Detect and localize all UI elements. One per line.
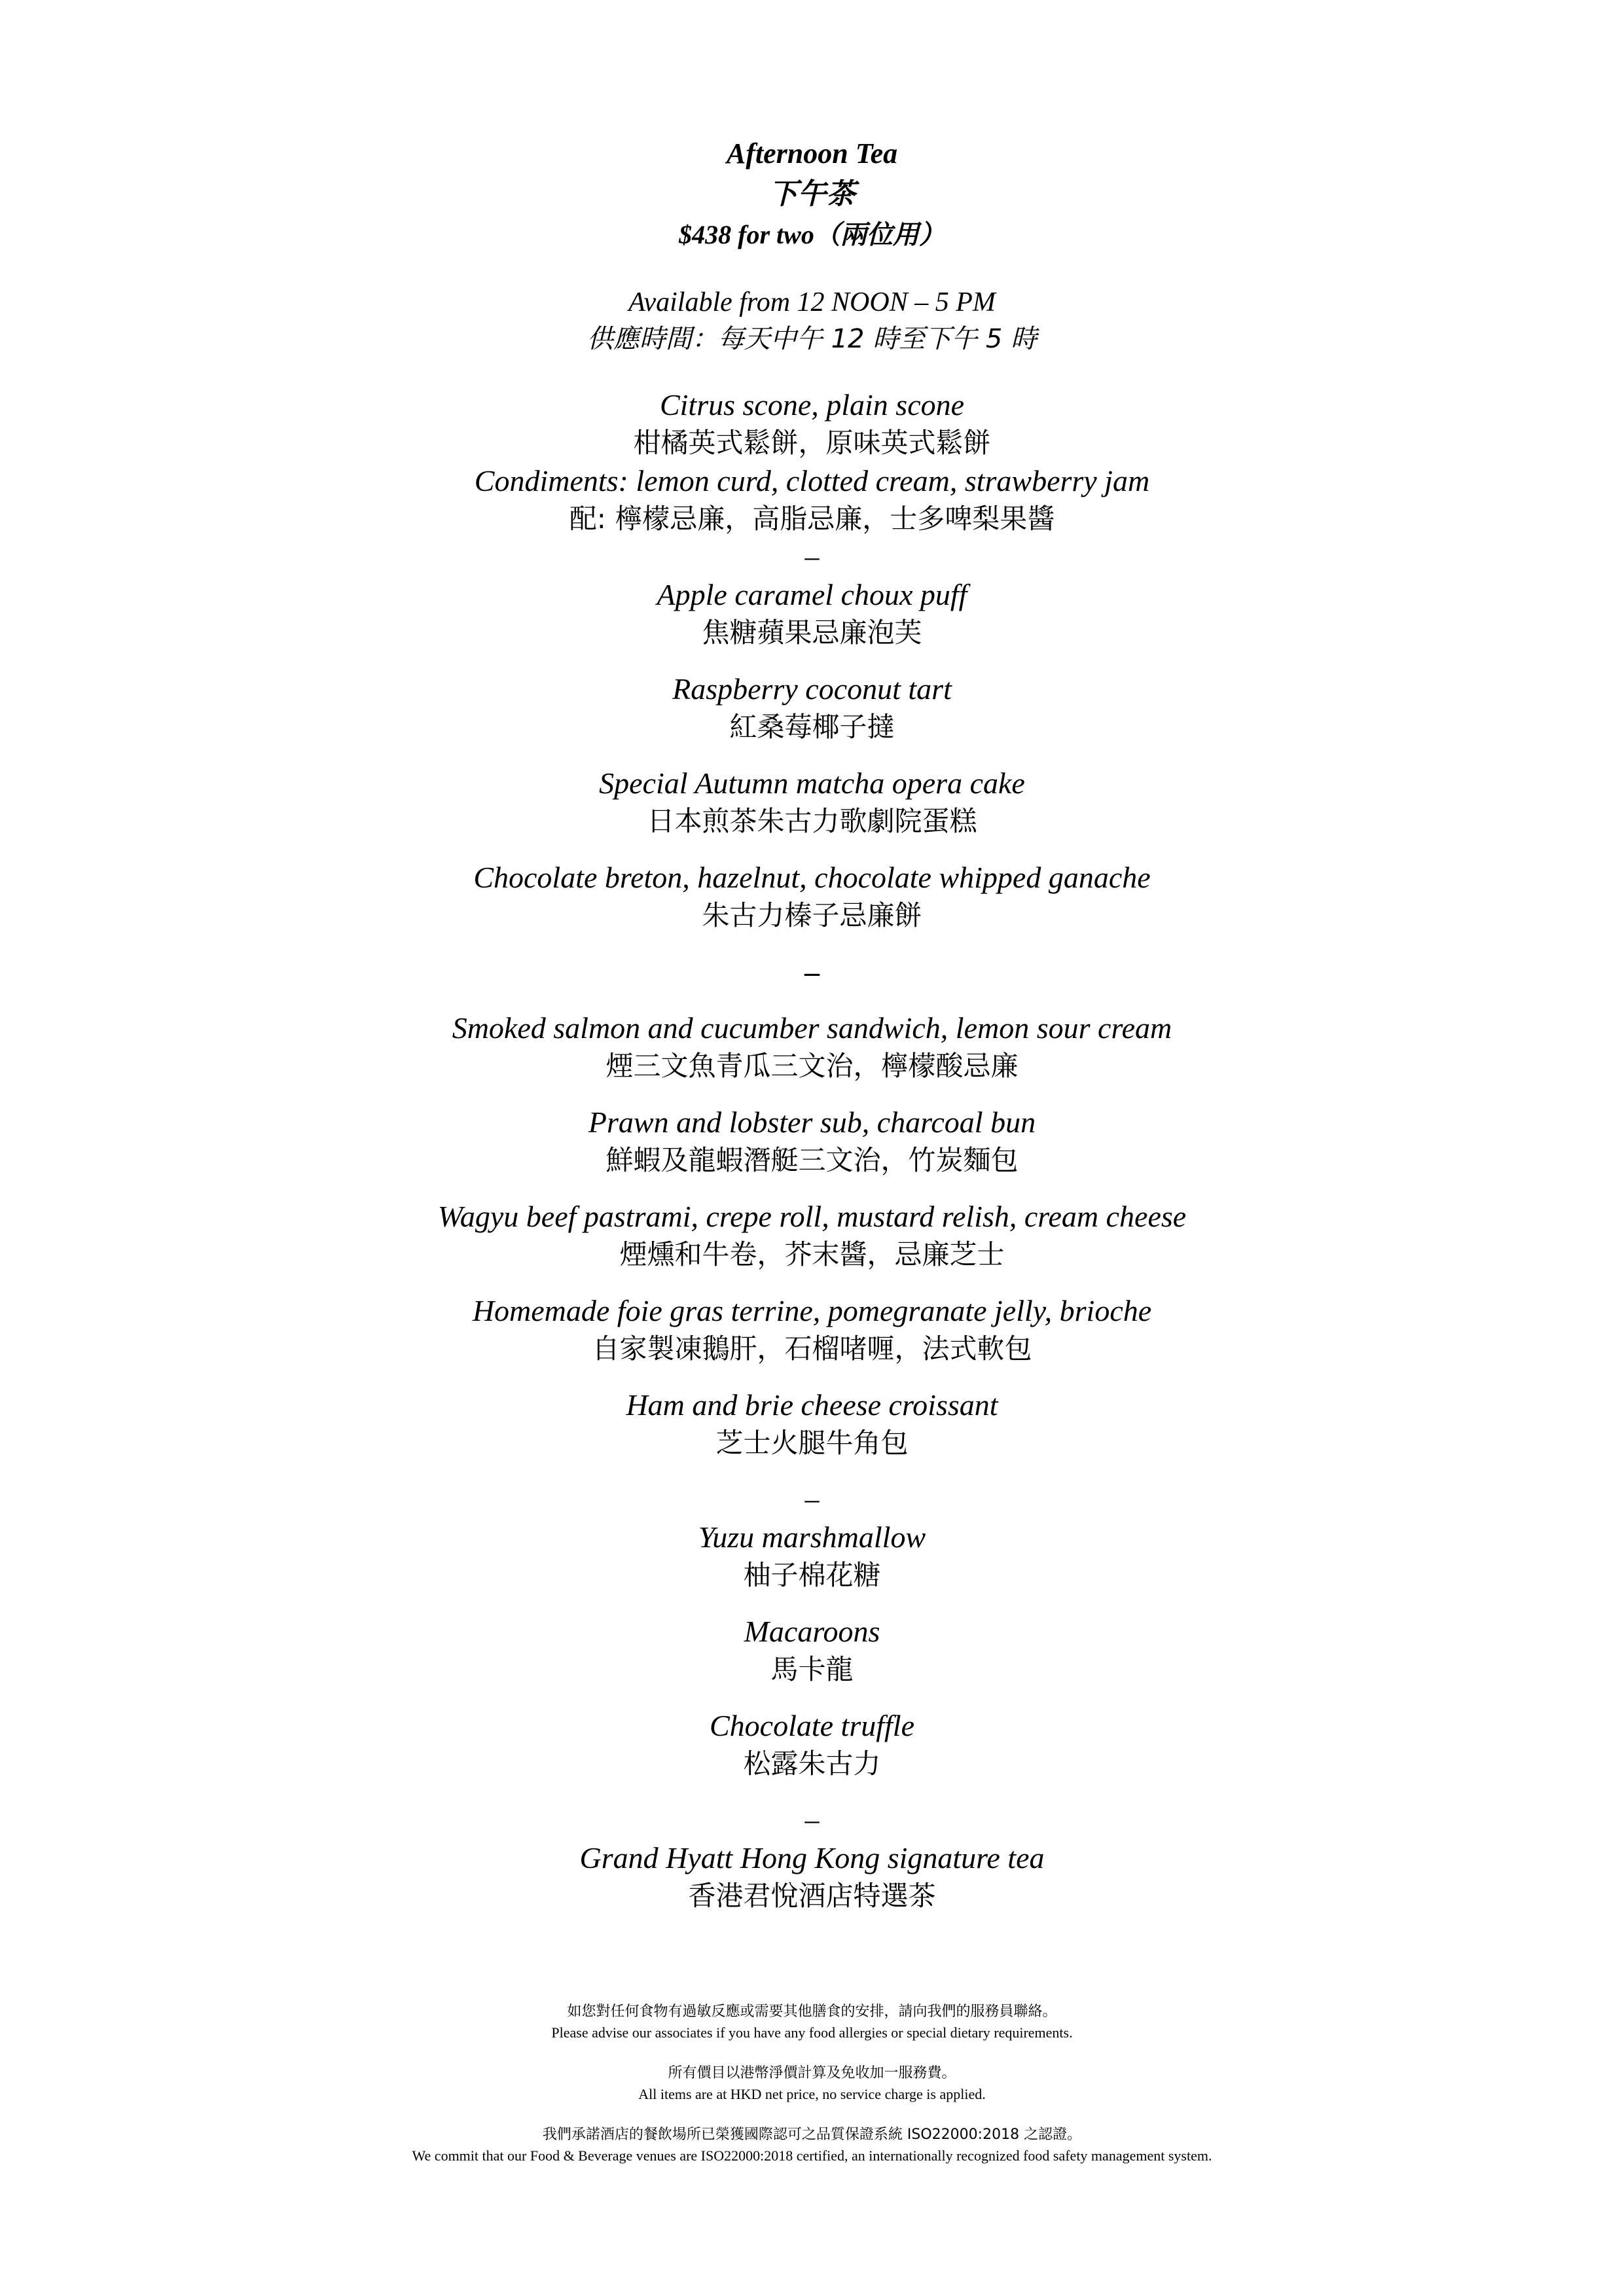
sweet-item-en: Chocolate breton, hazelnut, chocolate whipped ganache: [473, 861, 1151, 894]
menu-title-en: Afternoon Tea: [726, 137, 898, 170]
scones-en: Citrus scone, plain scone: [659, 388, 965, 422]
footer-iso-en: We commit that our Food & Beverage venues are ISO22000:2018 certified, an internationally recognized food safety management system.: [412, 2147, 1212, 2164]
savoury-item-en: Homemade foie gras terrine, pomegranate jelly, brioche: [472, 1294, 1152, 1327]
petit-item-zh: 馬卡龍: [770, 1653, 854, 1685]
section-separator: –: [804, 541, 820, 573]
scones-zh: 柑橘英式鬆餅，原味英式鬆餅: [633, 427, 991, 459]
condiments-en: Condiments: lemon curd, clotted cream, strawberry jam: [474, 464, 1150, 497]
menu-price: $438 for two（兩位用）: [679, 220, 945, 249]
footer-allergy-en: Please advise our associates if you have any food allergies or special dietary requirements.: [551, 2024, 1073, 2041]
sweet-item-en: Special Autumn matcha opera cake: [599, 766, 1025, 800]
sweet-item-zh: 朱古力榛子忌廉餅: [702, 899, 922, 931]
section-separator: –: [804, 1804, 820, 1836]
savoury-item-en: Smoked salmon and cucumber sandwich, lemon sour cream: [452, 1011, 1172, 1045]
sweet-item-zh: 紅桑莓椰子撻: [729, 711, 895, 743]
petit-item-en: Yuzu marshmallow: [698, 1520, 926, 1554]
sweet-item-en: Apple caramel choux puff: [657, 578, 967, 611]
petit-item-en: Macaroons: [744, 1615, 880, 1648]
tea-item-en: Grand Hyatt Hong Kong signature tea: [579, 1841, 1045, 1874]
menu-title-zh: 下午茶: [768, 177, 856, 211]
tea-item-zh: 香港君悅酒店特選茶: [688, 1880, 936, 1912]
footer-iso-zh: 我們承諾酒店的餐飲場所已榮獲國際認可之品質保證系統 ISO22000:2018 之認證。: [542, 2126, 1082, 2143]
sweet-item-en: Raspberry coconut tart: [672, 672, 952, 706]
footer-price-zh: 所有價目以港幣淨價計算及免收加一服務費。: [668, 2065, 956, 2081]
petit-item-zh: 松露朱古力: [743, 1748, 881, 1780]
petit-item-en: Chocolate truffle: [709, 1709, 914, 1742]
footer-allergy-zh: 如您對任何食物有過敏反應或需要其他膳食的安排，請向我們的服務員聯絡。: [567, 2003, 1057, 2020]
condiments-zh: 配: 檸檬忌廉，高脂忌廉，士多啤梨果醬: [569, 503, 1055, 535]
footer-price-en: All items are at HKD net price, no service charge is applied.: [638, 2086, 986, 2102]
savoury-item-zh: 煙三文魚青瓜三文治，檸檬酸忌廉: [605, 1050, 1019, 1082]
savoury-item-zh: 鮮蝦及龍蝦潛艇三文治，竹炭麵包: [605, 1144, 1019, 1176]
savoury-item-zh: 芝士火腿牛角包: [715, 1427, 909, 1459]
savoury-item-en: Prawn and lobster sub, charcoal bun: [588, 1105, 1036, 1139]
sweet-item-zh: 焦糖蘋果忌廉泡芙: [702, 617, 922, 649]
petit-item-zh: 柚子棉花糖: [743, 1559, 881, 1591]
availability-zh: 供應時間：每天中午 12 時至下午 5 時: [586, 324, 1038, 354]
savoury-item-en: Ham and brie cheese croissant: [626, 1388, 998, 1422]
savoury-item-en: Wagyu beef pastrami, crepe roll, mustard relish, cream cheese: [437, 1200, 1187, 1233]
availability-en: Available from 12 NOON – 5 PM: [628, 287, 996, 317]
savoury-item-zh: 煙燻和牛卷，芥末醬，忌廉芝士: [619, 1238, 1005, 1270]
section-separator: –: [804, 1483, 820, 1515]
sweet-item-zh: 日本煎茶朱古力歌劇院蛋糕: [647, 805, 977, 837]
section-separator: –: [804, 955, 820, 988]
savoury-item-zh: 自家製凍鵝肝，石榴啫喱，法式軟包: [592, 1333, 1032, 1365]
